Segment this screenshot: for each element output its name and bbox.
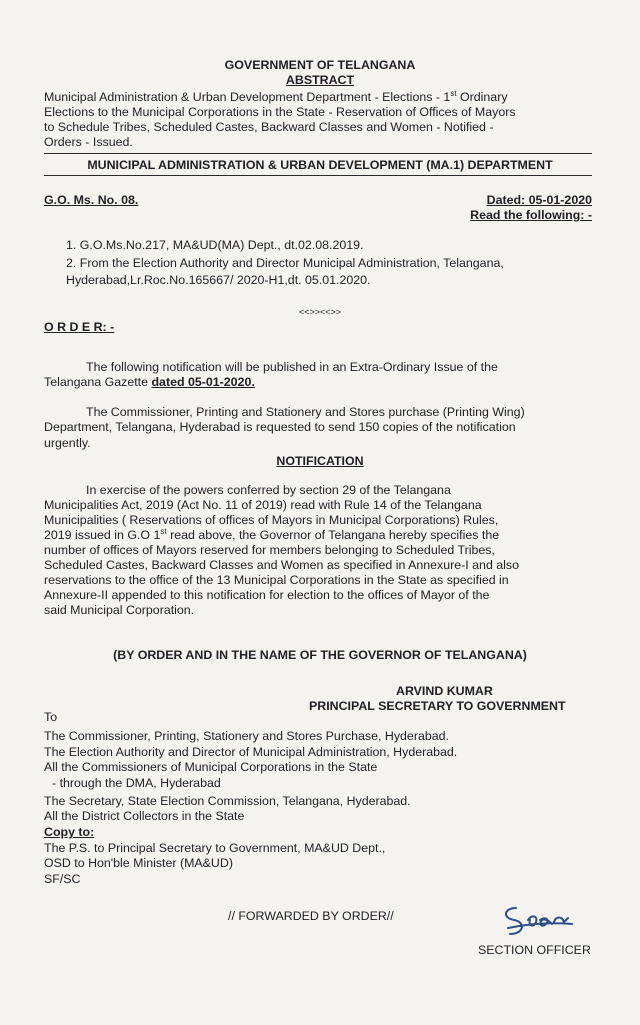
notification-line-5: number of offices of Mayors reserved for members belonging to Scheduled Tribes,	[44, 543, 495, 557]
section-officer: SECTION OFFICER	[478, 943, 591, 957]
order-para1-line1: The following notification will be published in an Extra-Ordinary Issue of the	[86, 360, 498, 374]
order-para2-line1: The Commissioner, Printing and Stationery and Stores purchase (Printing Wing)	[86, 405, 525, 419]
order-para2-line3: urgently.	[44, 436, 91, 450]
to-line-1: The Commissioner, Printing, Stationery and Stores Purchase, Hyderabad.	[44, 729, 449, 743]
order-para2-line2: Department, Telangana, Hyderabad is requested to send 150 copies of the notification	[44, 420, 516, 434]
department-title: MUNICIPAL ADMINISTRATION & URBAN DEVELOPMENT (MA.1) DEPARTMENT	[87, 158, 553, 172]
notification-title: NOTIFICATION	[276, 454, 364, 468]
notification-line-4: 2019 issued in G.O 1st read above, the Governor of Telangana hereby specifies the	[44, 526, 500, 542]
to-line-3: All the Commissioners of Municipal Corporations in the State	[44, 760, 378, 774]
to-label: To	[44, 710, 58, 724]
copy-to-label: Copy to:	[44, 825, 95, 839]
copy-to-line-1: The P.S. to Principal Secretary to Government, MA&UD Dept.,	[44, 841, 386, 855]
copy-to-line-3: SF/SC	[44, 872, 81, 886]
divider-rule-top	[44, 153, 592, 154]
to-line-2: The Election Authority and Director of Municipal Administration, Hyderabad.	[44, 745, 458, 759]
abstract-line-3: to Schedule Tribes, Scheduled Castes, Backward Classes and Women - Notified -	[44, 120, 494, 134]
notification-line-7: reservations to the office of the 13 Municipal Corporations in the State as specified in	[44, 573, 509, 587]
order-by-line: (BY ORDER AND IN THE NAME OF THE GOVERNOR OF TELANGANA)	[113, 648, 527, 662]
abstract-line-4: Orders - Issued.	[44, 135, 133, 149]
notification-line-9: said Municipal Corporation.	[44, 603, 195, 617]
abstract-label: ABSTRACT	[285, 73, 355, 87]
notification-line-3: Municipalities ( Reservations of offices of Mayors in Municipal Corporations) Rules,	[44, 513, 499, 527]
notification-line-2: Municipalities Act, 2019 (Act No. 11 of 2019) read with Rule 14 of the Telangana	[44, 498, 482, 512]
copy-to-line-2: OSD to Hon'ble Minister (MA&UD)	[44, 856, 233, 870]
go-date: Dated: 05-01-2020	[486, 193, 592, 207]
abstract-line-2: Elections to the Municipal Corporations in the State - Reservation of Offices of Mayors	[44, 105, 516, 119]
signatory-designation: PRINCIPAL SECRETARY TO GOVERNMENT	[309, 699, 566, 713]
go-number: G.O. Ms. No. 08.	[44, 193, 139, 207]
order-para1-line2	[44, 375, 255, 390]
separator-marks: <<>><<>>	[298, 307, 342, 317]
order-label: O R D E R: -	[44, 320, 115, 334]
gazette-date: dated 05-01-2020.	[151, 375, 255, 389]
signatory-name: ARVIND KUMAR	[396, 684, 493, 698]
forwarded-by-order: // FORWARDED BY ORDER//	[228, 909, 394, 923]
signature-scribble	[498, 898, 578, 944]
notification-line-8: Annexure-II appended to this notification for election to the offices of Mayor of the	[44, 588, 490, 602]
notification-line-6: Scheduled Castes, Backward Classes and Women as specified in Annexure-I and also	[44, 558, 520, 572]
read-following: Read the following: -	[470, 208, 592, 222]
reference-1: 1. G.O.Ms.No.217, MA&UD(MA) Dept., dt.02.08.2019.	[66, 238, 364, 252]
divider-rule-bottom	[44, 175, 592, 176]
abstract-line-1: Municipal Administration & Urban Development Department - Elections - 1st Ordinary	[44, 88, 508, 104]
to-line-6: All the District Collectors in the State	[44, 809, 245, 823]
gazette-text: Telangana Gazette	[44, 375, 149, 389]
notification-line-1: In exercise of the powers conferred by section 29 of the Telangana	[86, 483, 451, 497]
to-line-4: - through the DMA, Hyderabad	[52, 776, 221, 790]
reference-2-cont: Hyderabad,Lr.Roc.No.165667/ 2020-H1,dt. 05.01.2020.	[66, 273, 371, 287]
to-line-5: The Secretary, State Election Commission, Telangana, Hyderabad.	[44, 794, 411, 808]
government-title: GOVERNMENT OF TELANGANA	[224, 58, 416, 72]
reference-2: 2. From the Election Authority and Director Municipal Administration, Telangana,	[66, 256, 504, 270]
